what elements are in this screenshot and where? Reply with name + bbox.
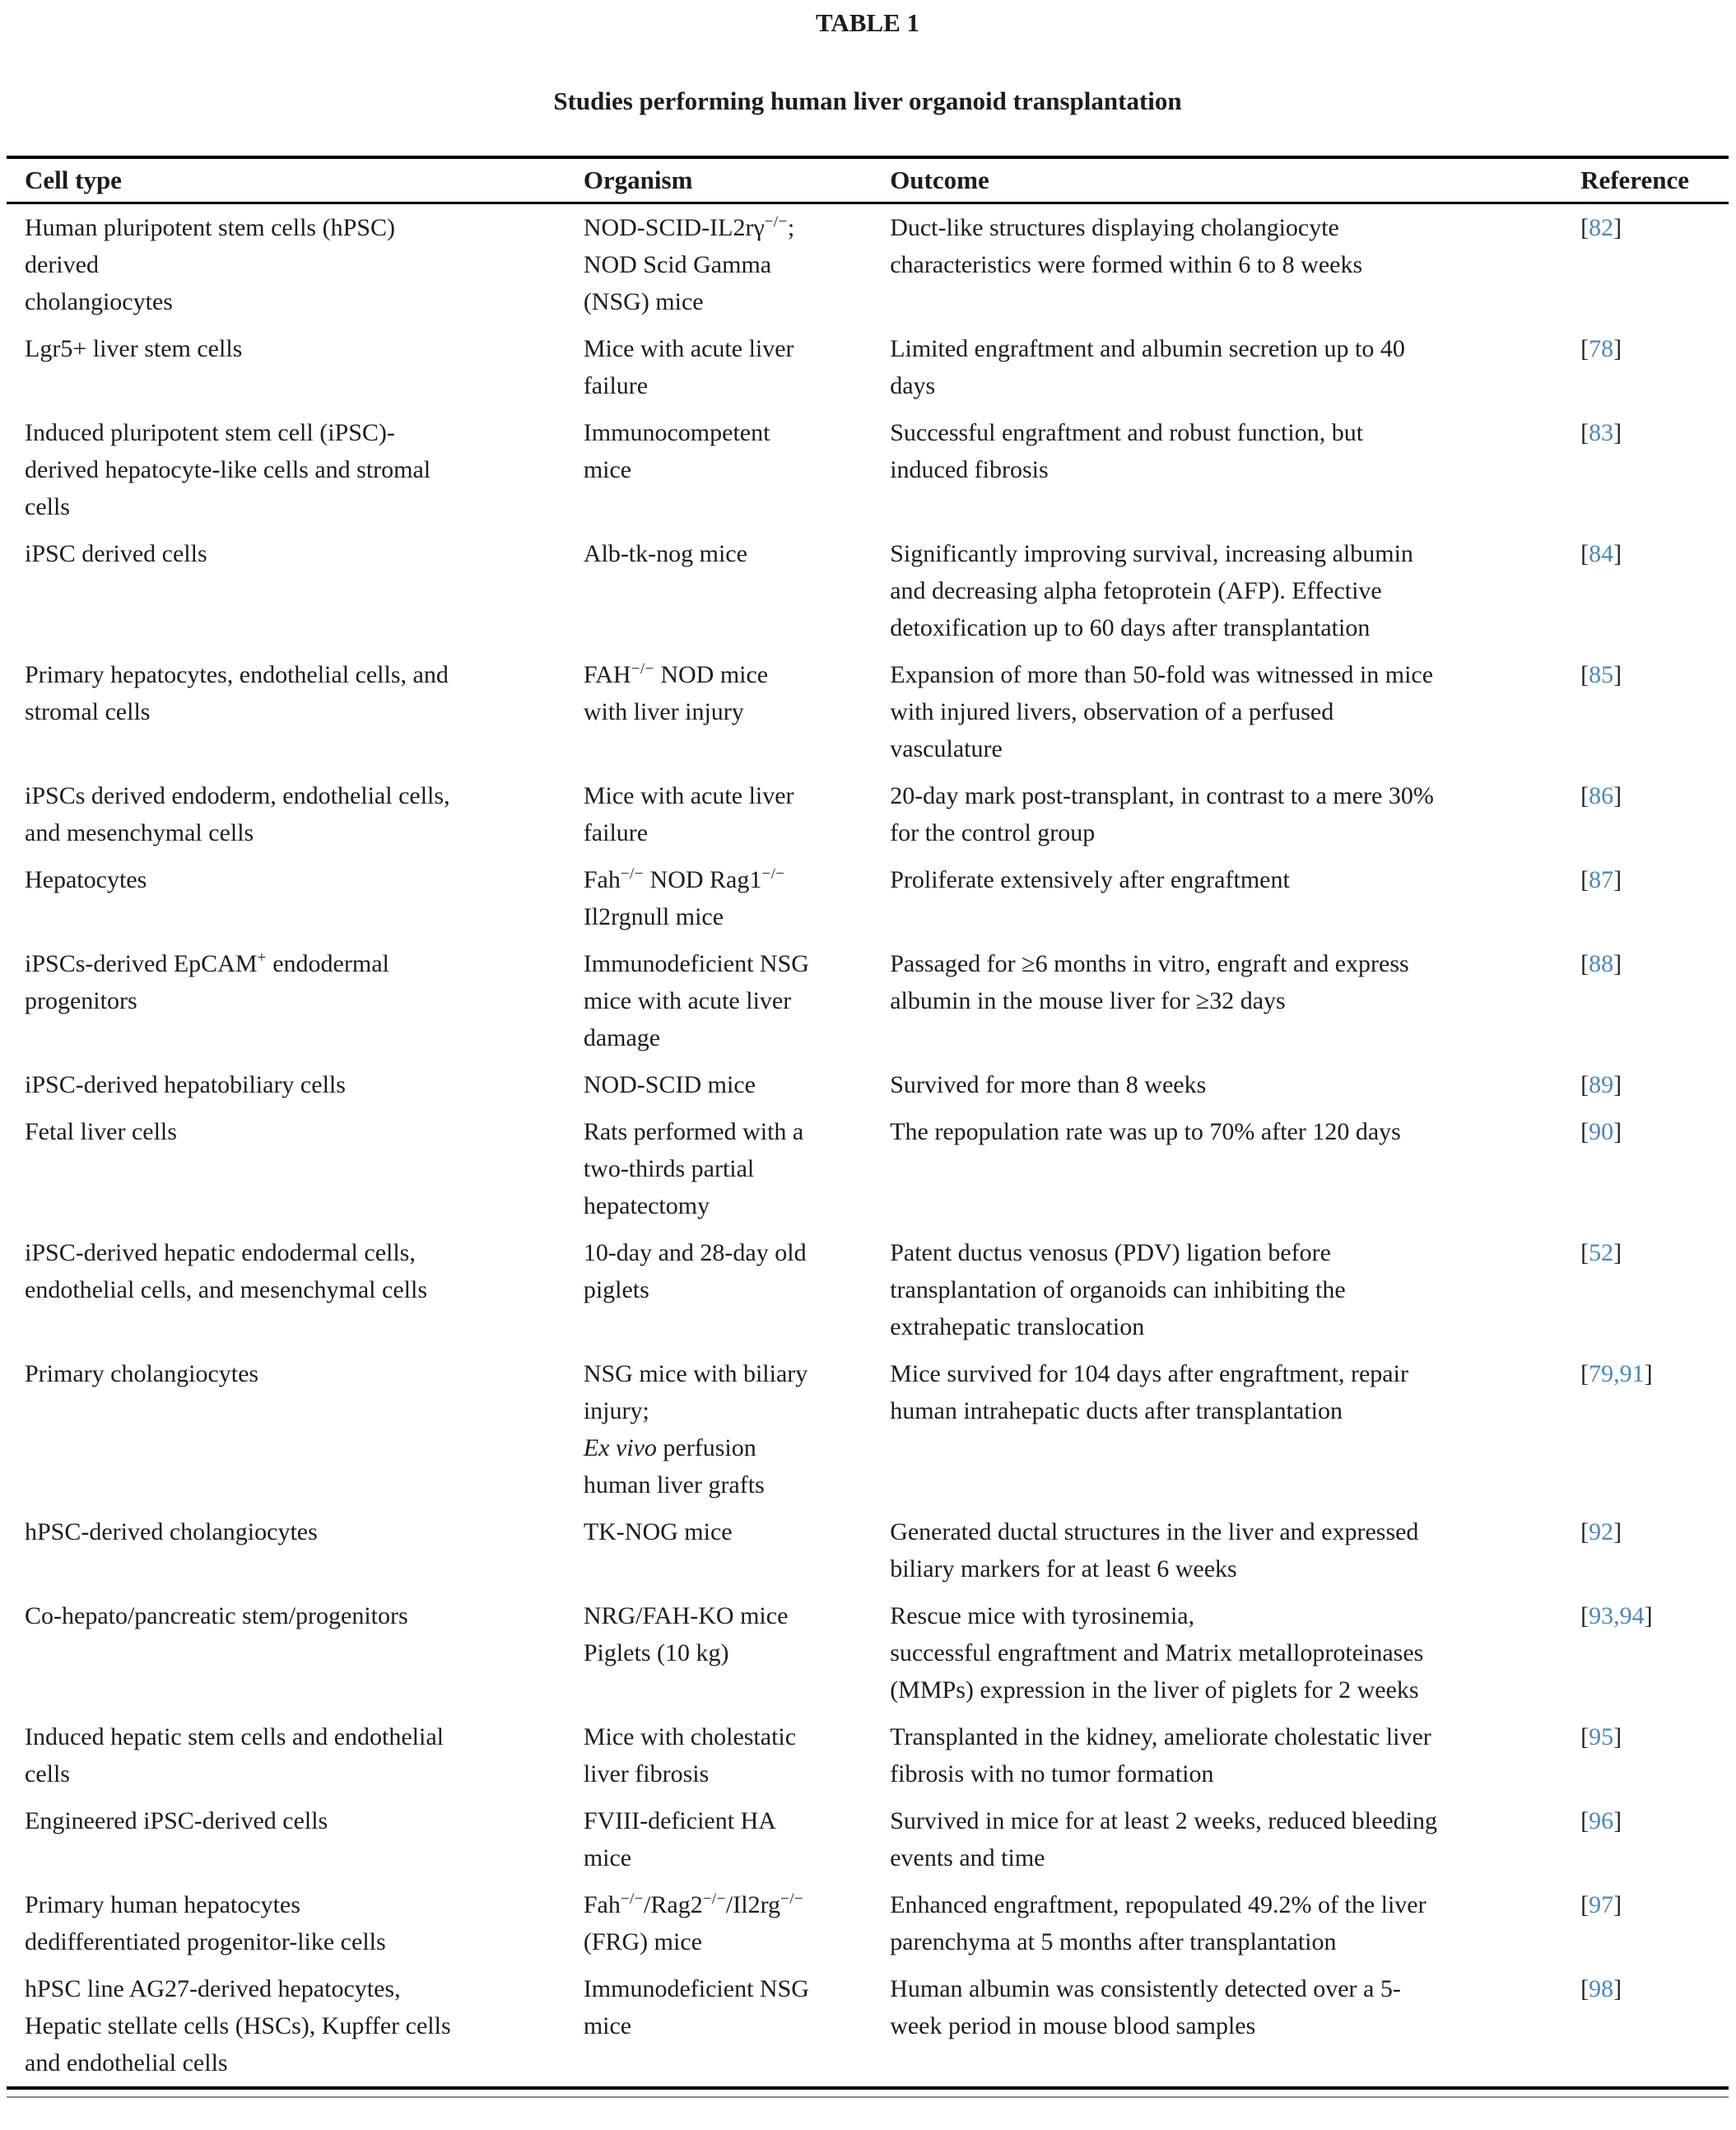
reference-link[interactable]: 78 <box>1589 335 1614 362</box>
organism-cell: FAH−/− NOD mice with liver injury <box>583 660 769 725</box>
cell-type-cell: hPSC-derived cholangiocytes <box>25 1518 318 1545</box>
column-header-outcome: Outcome <box>890 157 1580 203</box>
column-header-cell-type: Cell type <box>7 157 584 203</box>
reference-open-bracket: [ <box>1580 950 1589 977</box>
reference-cell <box>1580 1965 1729 2086</box>
organism-cell: Rats performed with a two-thirds partial hepatectomy <box>583 1118 804 1219</box>
organism-cell: Immunocompetent mice <box>583 419 770 483</box>
table-caption: Studies performing human liver organoid transplantation <box>553 86 1182 115</box>
organism-cell: Mice with acute liver failure <box>583 335 794 399</box>
reference-link[interactable]: 97 <box>1589 1891 1614 1918</box>
outcome-cell: Enhanced engraftment, repopulated 49.2% of the liver parenchyma at 5 months after transplantation <box>890 1891 1426 1955</box>
cell-type-cell: Induced hepatic stem cells and endothelial cells <box>25 1723 444 1787</box>
organism-cell: Fah−/−/Rag2−/−/Il2rg−/− (FRG) mice <box>583 1890 804 1955</box>
outcome-cell: Proliferate extensively after engraftment <box>890 866 1290 893</box>
outcome-cell: Limited engraftment and albumin secretion up to 40 days <box>890 335 1405 399</box>
cell-type-cell: iPSC derived cells <box>25 540 207 567</box>
reference-close-bracket: ] <box>1613 1071 1622 1098</box>
reference-cell <box>1580 772 1729 856</box>
reference-link[interactable]: 91 <box>1619 1360 1645 1387</box>
reference-open-bracket: [ <box>1580 419 1589 446</box>
organism-cell: 10-day and 28-day old piglets <box>583 1239 807 1303</box>
reference-cell <box>1580 1881 1729 1965</box>
table-row <box>7 940 1729 1061</box>
reference-open-bracket: [ <box>1580 335 1589 362</box>
table-row <box>7 1350 1729 1508</box>
table-row <box>7 1108 1729 1229</box>
organism-cell: NRG/FAH-KO mice Piglets (10 kg) <box>583 1602 789 1666</box>
reference-open-bracket: [ <box>1580 1518 1589 1545</box>
outcome-cell: Generated ductal structures in the liver and expressed biliary markers for at least 6 weeks <box>890 1518 1419 1582</box>
studies-table <box>7 156 1729 2086</box>
table-figure <box>7 7 1729 2098</box>
reference-open-bracket: [ <box>1580 1071 1589 1098</box>
column-header-reference: Reference <box>1580 157 1729 203</box>
reference-link[interactable]: 96 <box>1589 1807 1614 1834</box>
reference-cell <box>1580 856 1729 940</box>
table-row <box>7 530 1729 651</box>
outcome-cell: Significantly improving survival, increasing albumin and decreasing alpha fetoprotein (AFP). Effective detoxification up to 60 days after transplantation <box>890 540 1413 641</box>
outcome-cell: 20-day mark post-transplant, in contrast to a mere 30% for the control group <box>890 782 1434 846</box>
reference-cell <box>1580 1508 1729 1592</box>
reference-close-bracket: ] <box>1613 335 1622 362</box>
table-row <box>7 1965 1729 2086</box>
reference-link[interactable]: 82 <box>1589 214 1614 241</box>
reference-link[interactable]: 84 <box>1589 540 1614 567</box>
organism-cell: Alb-tk-nog mice <box>583 540 747 567</box>
reference-close-bracket: ] <box>1613 782 1622 809</box>
reference-link[interactable]: 83 <box>1589 419 1614 446</box>
table-label: TABLE 1 <box>815 8 920 37</box>
reference-cell <box>1580 1713 1729 1797</box>
reference-close-bracket: ] <box>1644 1360 1653 1387</box>
outcome-cell: Survived for more than 8 weeks <box>890 1071 1207 1098</box>
outcome-cell: Passaged for ≥6 months in vitro, engraft and express albumin in the mouse liver for ≥32 days <box>890 950 1409 1014</box>
outcome-cell: Survived in mice for at least 2 weeks, reduced bleeding events and time <box>890 1807 1437 1871</box>
table-row <box>7 1713 1729 1797</box>
organism-cell: NOD-SCID-IL2rγ−/−; NOD Scid Gamma (NSG) mice <box>583 213 795 315</box>
reference-cell <box>1580 1061 1729 1108</box>
reference-cell <box>1580 651 1729 772</box>
table-row <box>7 1508 1729 1592</box>
reference-open-bracket: [ <box>1580 1891 1589 1918</box>
reference-link[interactable]: 88 <box>1589 950 1614 977</box>
reference-close-bracket: ] <box>1613 866 1622 893</box>
reference-open-bracket: [ <box>1580 1118 1589 1145</box>
reference-link[interactable]: 95 <box>1589 1723 1614 1750</box>
table-row <box>7 409 1729 530</box>
cell-type-cell: Lgr5+ liver stem cells <box>25 335 243 362</box>
cell-type-cell: Engineered iPSC-derived cells <box>25 1807 328 1834</box>
reference-open-bracket: [ <box>1580 1807 1589 1834</box>
organism-cell: FVIII-deficient HA mice <box>583 1807 776 1871</box>
cell-type-cell: Primary human hepatocytes dedifferentiated progenitor-like cells <box>25 1891 386 1955</box>
reference-cell <box>1580 1797 1729 1881</box>
reference-close-bracket: ] <box>1644 1602 1653 1629</box>
reference-close-bracket: ] <box>1613 1239 1622 1266</box>
cell-type-cell: hPSC line AG27-derived hepatocytes, Hepatic stellate cells (HSCs), Kupffer cells and endothelial cells <box>25 1975 451 2076</box>
outcome-cell: Mice survived for 104 days after engraftment, repair human intrahepatic ducts after transplantation <box>890 1360 1408 1424</box>
reference-cell <box>1580 1350 1729 1508</box>
reference-link[interactable]: 86 <box>1589 782 1614 809</box>
reference-close-bracket: ] <box>1613 540 1622 567</box>
organism-cell: Fah−/− NOD Rag1−/− Il2rgnull mice <box>583 865 785 930</box>
cell-type-cell: iPSCs derived endoderm, endothelial cells, and mesenchymal cells <box>25 782 450 846</box>
reference-close-bracket: ] <box>1613 1891 1622 1918</box>
organism-cell: Immunodeficient NSG mice <box>583 1975 809 2039</box>
table-row <box>7 1881 1729 1965</box>
reference-close-bracket: ] <box>1613 1975 1622 2002</box>
outcome-cell: The repopulation rate was up to 70% after 120 days <box>890 1118 1401 1145</box>
organism-cell: Immunodeficient NSG mice with acute liver damage <box>583 950 809 1051</box>
table-row <box>7 856 1729 940</box>
reference-open-bracket: [ <box>1580 1723 1589 1750</box>
reference-open-bracket: [ <box>1580 214 1589 241</box>
reference-link[interactable]: 85 <box>1589 661 1614 688</box>
reference-close-bracket: ] <box>1613 214 1622 241</box>
reference-link[interactable]: 79 <box>1589 1360 1614 1387</box>
organism-cell: NSG mice with biliary injury; Ex vivo perfusion human liver grafts <box>583 1360 808 1498</box>
cell-type-cell: Induced pluripotent stem cell (iPSC)- derived hepatocyte-like cells and stromal cells <box>25 419 431 520</box>
reference-close-bracket: ] <box>1613 1118 1622 1145</box>
reference-cell <box>1580 1108 1729 1229</box>
table-header <box>7 157 1729 203</box>
table-bottom-rule-secondary <box>7 2096 1729 2098</box>
reference-link[interactable]: 94 <box>1619 1602 1645 1629</box>
reference-cell <box>1580 1229 1729 1350</box>
reference-link[interactable]: 52 <box>1589 1239 1614 1266</box>
table-bottom-rule-primary <box>7 2086 1729 2090</box>
outcome-cell: Rescue mice with tyrosinemia, successful engraftment and Matrix metalloproteinases (MMPs) expression in the liver of piglets for 2 weeks <box>890 1602 1424 1704</box>
reference-separator: , <box>1613 1602 1620 1629</box>
cell-type-cell: Primary hepatocytes, endothelial cells, and stromal cells <box>25 661 449 725</box>
reference-close-bracket: ] <box>1613 419 1622 446</box>
reference-close-bracket: ] <box>1613 950 1622 977</box>
outcome-cell: Patent ductus venosus (PDV) ligation before transplantation of organoids can inhibiting the extrahepatic translocation <box>890 1239 1346 1340</box>
reference-link[interactable]: 98 <box>1589 1975 1614 2002</box>
cell-type-cell: Primary cholangiocytes <box>25 1360 259 1387</box>
reference-link[interactable]: 92 <box>1589 1518 1614 1545</box>
reference-link[interactable]: 90 <box>1589 1118 1614 1145</box>
reference-open-bracket: [ <box>1580 540 1589 567</box>
reference-open-bracket: [ <box>1580 866 1589 893</box>
cell-type-cell: Human pluripotent stem cells (hPSC) derived cholangiocytes <box>25 214 395 315</box>
cell-type-cell: iPSCs-derived EpCAM+ endodermal progenitors <box>25 949 389 1014</box>
outcome-cell: Successful engraftment and robust function, but induced fibrosis <box>890 419 1364 483</box>
reference-close-bracket: ] <box>1613 1723 1622 1750</box>
reference-link[interactable]: 93 <box>1589 1602 1614 1629</box>
reference-open-bracket: [ <box>1580 1360 1589 1387</box>
organism-cell: Mice with cholestatic liver fibrosis <box>583 1723 797 1787</box>
outcome-cell: Human albumin was consistently detected over a 5- week period in mouse blood samples <box>890 1975 1401 2039</box>
cell-type-cell: iPSC-derived hepatobiliary cells <box>25 1071 346 1098</box>
cell-type-cell: Co-hepato/pancreatic stem/progenitors <box>25 1602 408 1629</box>
reference-open-bracket: [ <box>1580 1602 1589 1629</box>
header-row <box>7 157 1729 203</box>
table-row <box>7 1797 1729 1881</box>
reference-open-bracket: [ <box>1580 1975 1589 2002</box>
reference-cell <box>1580 530 1729 651</box>
reference-separator: , <box>1613 1360 1620 1387</box>
reference-link[interactable]: 87 <box>1589 866 1614 893</box>
table-body <box>7 203 1729 2087</box>
outcome-cell: Duct-like structures displaying cholangiocyte characteristics were formed within 6 to 8 weeks <box>890 214 1363 278</box>
cell-type-cell: Fetal liver cells <box>25 1118 177 1145</box>
table-row <box>7 1061 1729 1108</box>
table-row <box>7 1229 1729 1350</box>
cell-type-cell: iPSC-derived hepatic endodermal cells, endothelial cells, and mesenchymal cells <box>25 1239 427 1303</box>
column-header-organism: Organism <box>584 157 890 203</box>
reference-cell <box>1580 1592 1729 1713</box>
table-row <box>7 651 1729 772</box>
outcome-cell: Expansion of more than 50-fold was witnessed in mice with injured livers, observation of a perfused vasculature <box>890 661 1434 762</box>
organism-cell: TK-NOG mice <box>583 1518 733 1545</box>
reference-close-bracket: ] <box>1613 1518 1622 1545</box>
reference-close-bracket: ] <box>1613 661 1622 688</box>
reference-cell <box>1580 325 1729 409</box>
table-row <box>7 1592 1729 1713</box>
outcome-cell: Transplanted in the kidney, ameliorate cholestatic liver fibrosis with no tumor formation <box>890 1723 1431 1787</box>
reference-cell <box>1580 203 1729 326</box>
organism-cell: NOD-SCID mice <box>583 1071 756 1098</box>
reference-cell <box>1580 409 1729 530</box>
reference-close-bracket: ] <box>1613 1807 1622 1834</box>
reference-link[interactable]: 89 <box>1589 1071 1614 1098</box>
reference-cell <box>1580 940 1729 1061</box>
reference-open-bracket: [ <box>1580 782 1589 809</box>
table-row <box>7 325 1729 409</box>
cell-type-cell: Hepatocytes <box>25 866 147 893</box>
table-row <box>7 203 1729 326</box>
table-row <box>7 772 1729 856</box>
reference-open-bracket: [ <box>1580 1239 1589 1266</box>
reference-open-bracket: [ <box>1580 661 1589 688</box>
organism-cell: Mice with acute liver failure <box>583 782 794 846</box>
